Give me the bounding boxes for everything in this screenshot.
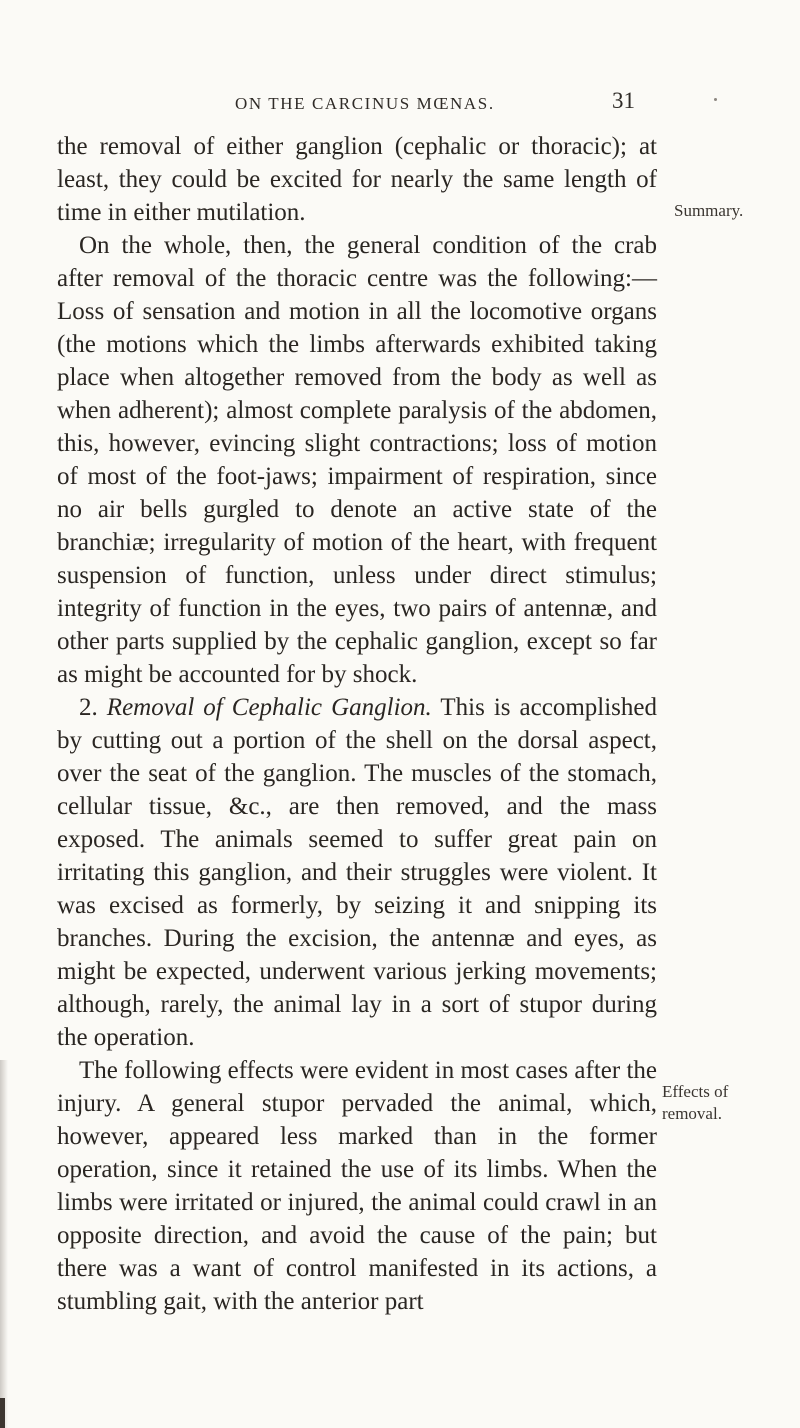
running-title: ON THE CARCINUS MŒNAS. <box>235 94 495 113</box>
margin-note-effects-line1: Effects of <box>662 1082 729 1101</box>
section-heading: Removal of Cephalic Ganglion. <box>106 694 432 721</box>
page-edge-mark <box>0 1398 5 1428</box>
section-number: 2. <box>79 694 98 721</box>
body-text <box>57 130 657 1318</box>
margin-note-summary <box>674 200 743 222</box>
stray-ink-mark <box>714 98 717 101</box>
paragraph-summary: On the whole, then, the general condition of the crab after removal of the thoracic centre was the following:—Loss of sensation and motion in all the locomotive organs (the motions which the limbs afterwards exhibited taking place when altogether removed from the body as well as when adherent); almost complete paralysis of the abdomen, this, however, evincing slight contractions; loss of motion of most of the foot-jaws; impairment of respiration, since no air bells gurgled to denote an active state of the branchiæ; irregularity of motion of the heart, with frequent suspension of function, unless under direct stimulus; integrity of function in the eyes, two pairs of antennæ, and other parts supplied by the cephalic ganglion, except so far as might be accounted for by shock. <box>57 232 657 688</box>
page-number: 31 <box>612 88 635 113</box>
page-edge-shadow <box>0 1060 8 1428</box>
section-text: This is accomplished by cutting out a portion of the shell on the dorsal aspect, over the seat of the ganglion. The muscles of the stomach, cellular tissue, &c., are then removed, and the mass exposed. The animals seemed to suffer great pain on irritating this ganglion, and their struggles were violent. It was excised as formerly, by seizing it and snipping its branches. During the excision, the antennæ and eyes, as might be expected, underwent various jerking movements; although, rarely, the animal lay in a sort of stupor during the operation. <box>57 694 657 1051</box>
paragraph-cephalic-removal <box>57 691 657 1054</box>
margin-note-summary-text: Summary. <box>674 201 744 220</box>
margin-note-effects-line2: removal. <box>662 1104 722 1123</box>
page-header <box>0 88 800 118</box>
paragraph-continuation: the removal of either ganglion (cephalic or thoracic); at least, they could be excited for nearly the same length of time in either mutilation. <box>57 133 657 226</box>
paragraph-effects: The following effects were evident in most cases after the injury. A general stupor pervaded the animal, which, however, appeared less marked than in the former operation, since it retained the use of its limbs. When the limbs were irritated or injured, the animal could crawl in an opposite direction, and avoid the cause of the pain; but there was a want of control manifested in its actions, a stumbling gait, with the anterior part <box>57 1057 657 1315</box>
margin-note-effects <box>662 1081 728 1125</box>
